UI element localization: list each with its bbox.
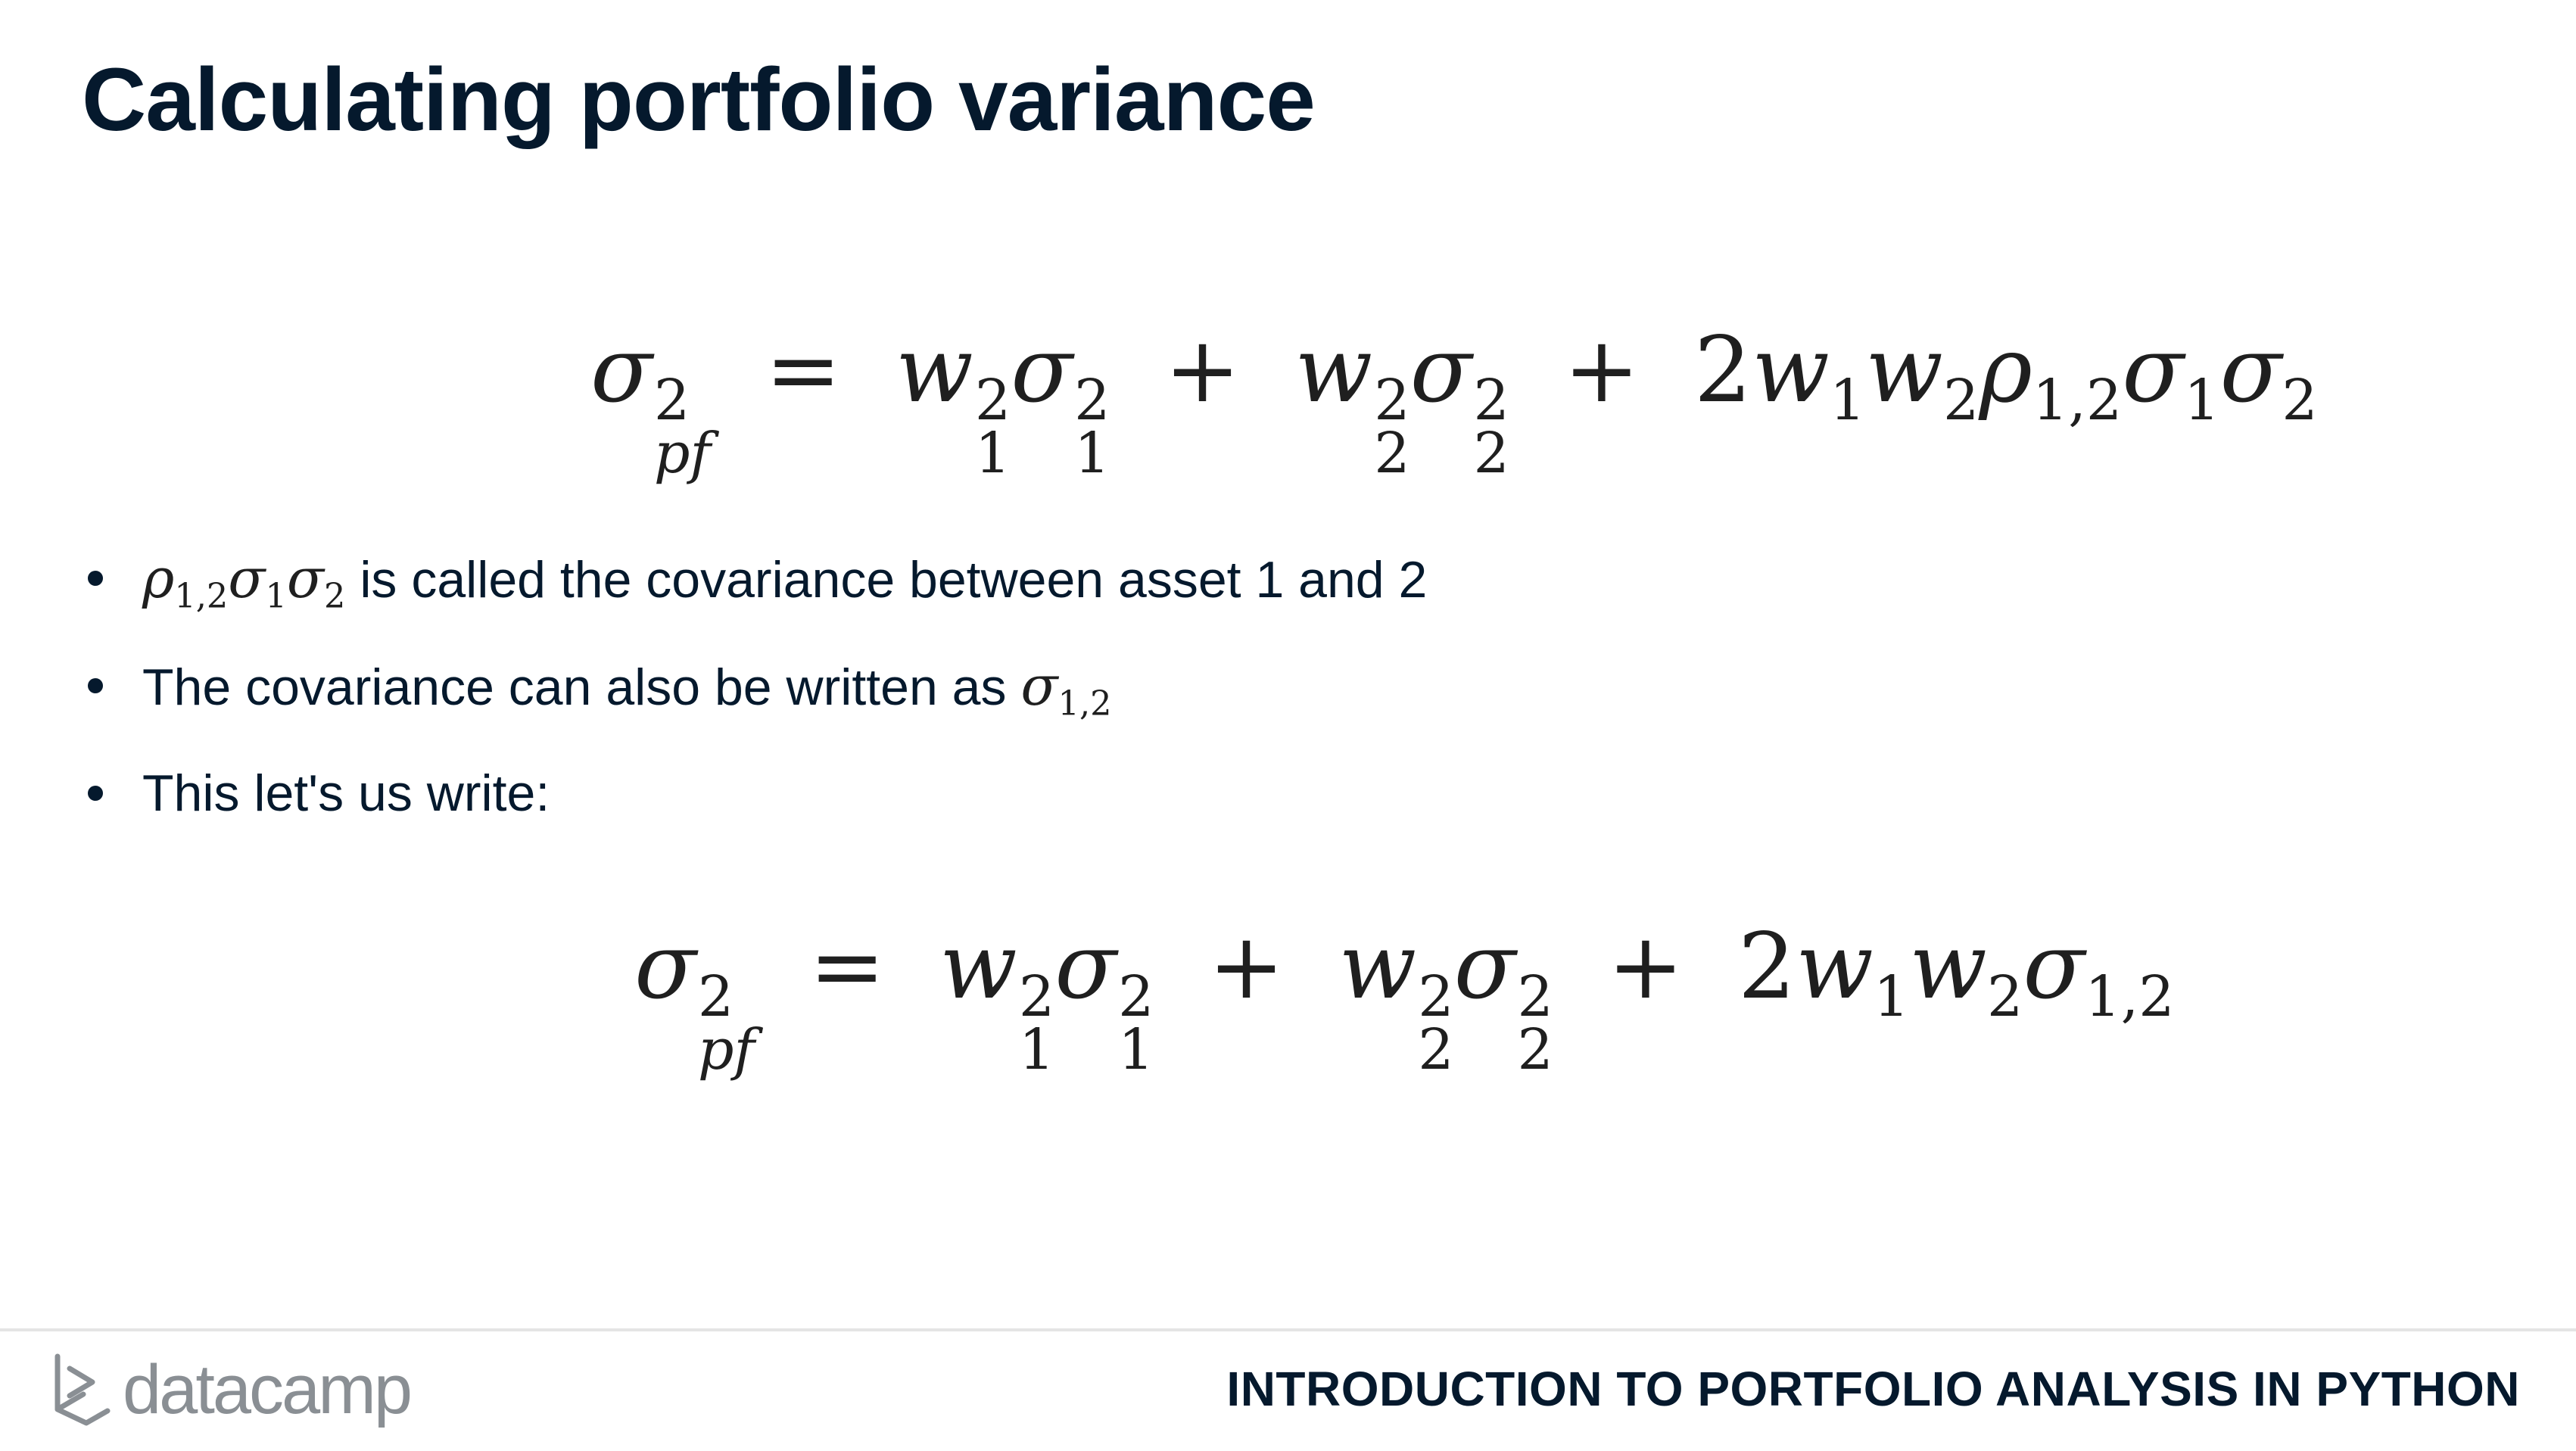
formula-plus: + (1208, 914, 1285, 1020)
datacamp-logo-text: datacamp (123, 1350, 411, 1428)
inline-math-sigma12: $\sigma_{1,2}$ (1020, 654, 1112, 724)
inline-math-covariance: $\rho_{1,2}\sigma_1\sigma_2$ (142, 546, 346, 616)
formula-equals: = (765, 318, 842, 423)
bullet-text: is called the covariance between asset 1 and 2 (345, 551, 1428, 609)
datacamp-logo-icon (53, 1353, 112, 1426)
formula-supsub: 2 pf (653, 366, 712, 487)
datacamp-logo (53, 1352, 410, 1428)
formula-plus: + (1607, 914, 1684, 1020)
formula-plus: + (1164, 318, 1241, 423)
bullet-covariance-notation (82, 654, 1427, 761)
formula-symbol: σ (590, 318, 653, 423)
slide-title: Calculating portfolio variance (82, 50, 1315, 150)
bullet-rewrite (82, 761, 1427, 869)
bullet-list (82, 546, 1427, 869)
bullet-covariance-definition (82, 546, 1427, 654)
bullet-text: The covariance can also be written as (142, 659, 1021, 716)
footer-divider (0, 1328, 2576, 1331)
formula-plus: + (1563, 318, 1640, 423)
bullet-dot-icon (88, 786, 103, 801)
bullet-dot-icon (88, 678, 103, 693)
formula-equals: = (808, 914, 886, 1020)
portfolio-variance-formula: σ 2 pf = w 2 1 σ 2 1 + w 2 2 σ 2 2 + $2w_1w_2\rho_{1,2}\sigma_1\sigma_2$ (590, 318, 2318, 487)
bullet-text: This let's us write: (142, 764, 550, 822)
bullet-dot-icon (88, 571, 103, 586)
portfolio-variance-covariance-formula: σ 2 pf = w 2 1 σ 2 1 + w 2 2 σ 2 2 + $2w_1w_2\sigma_{1,2}$ (634, 914, 2175, 1083)
course-name: INTRODUCTION TO PORTFOLIO ANALYSIS IN PYTHON (1226, 1362, 2520, 1416)
